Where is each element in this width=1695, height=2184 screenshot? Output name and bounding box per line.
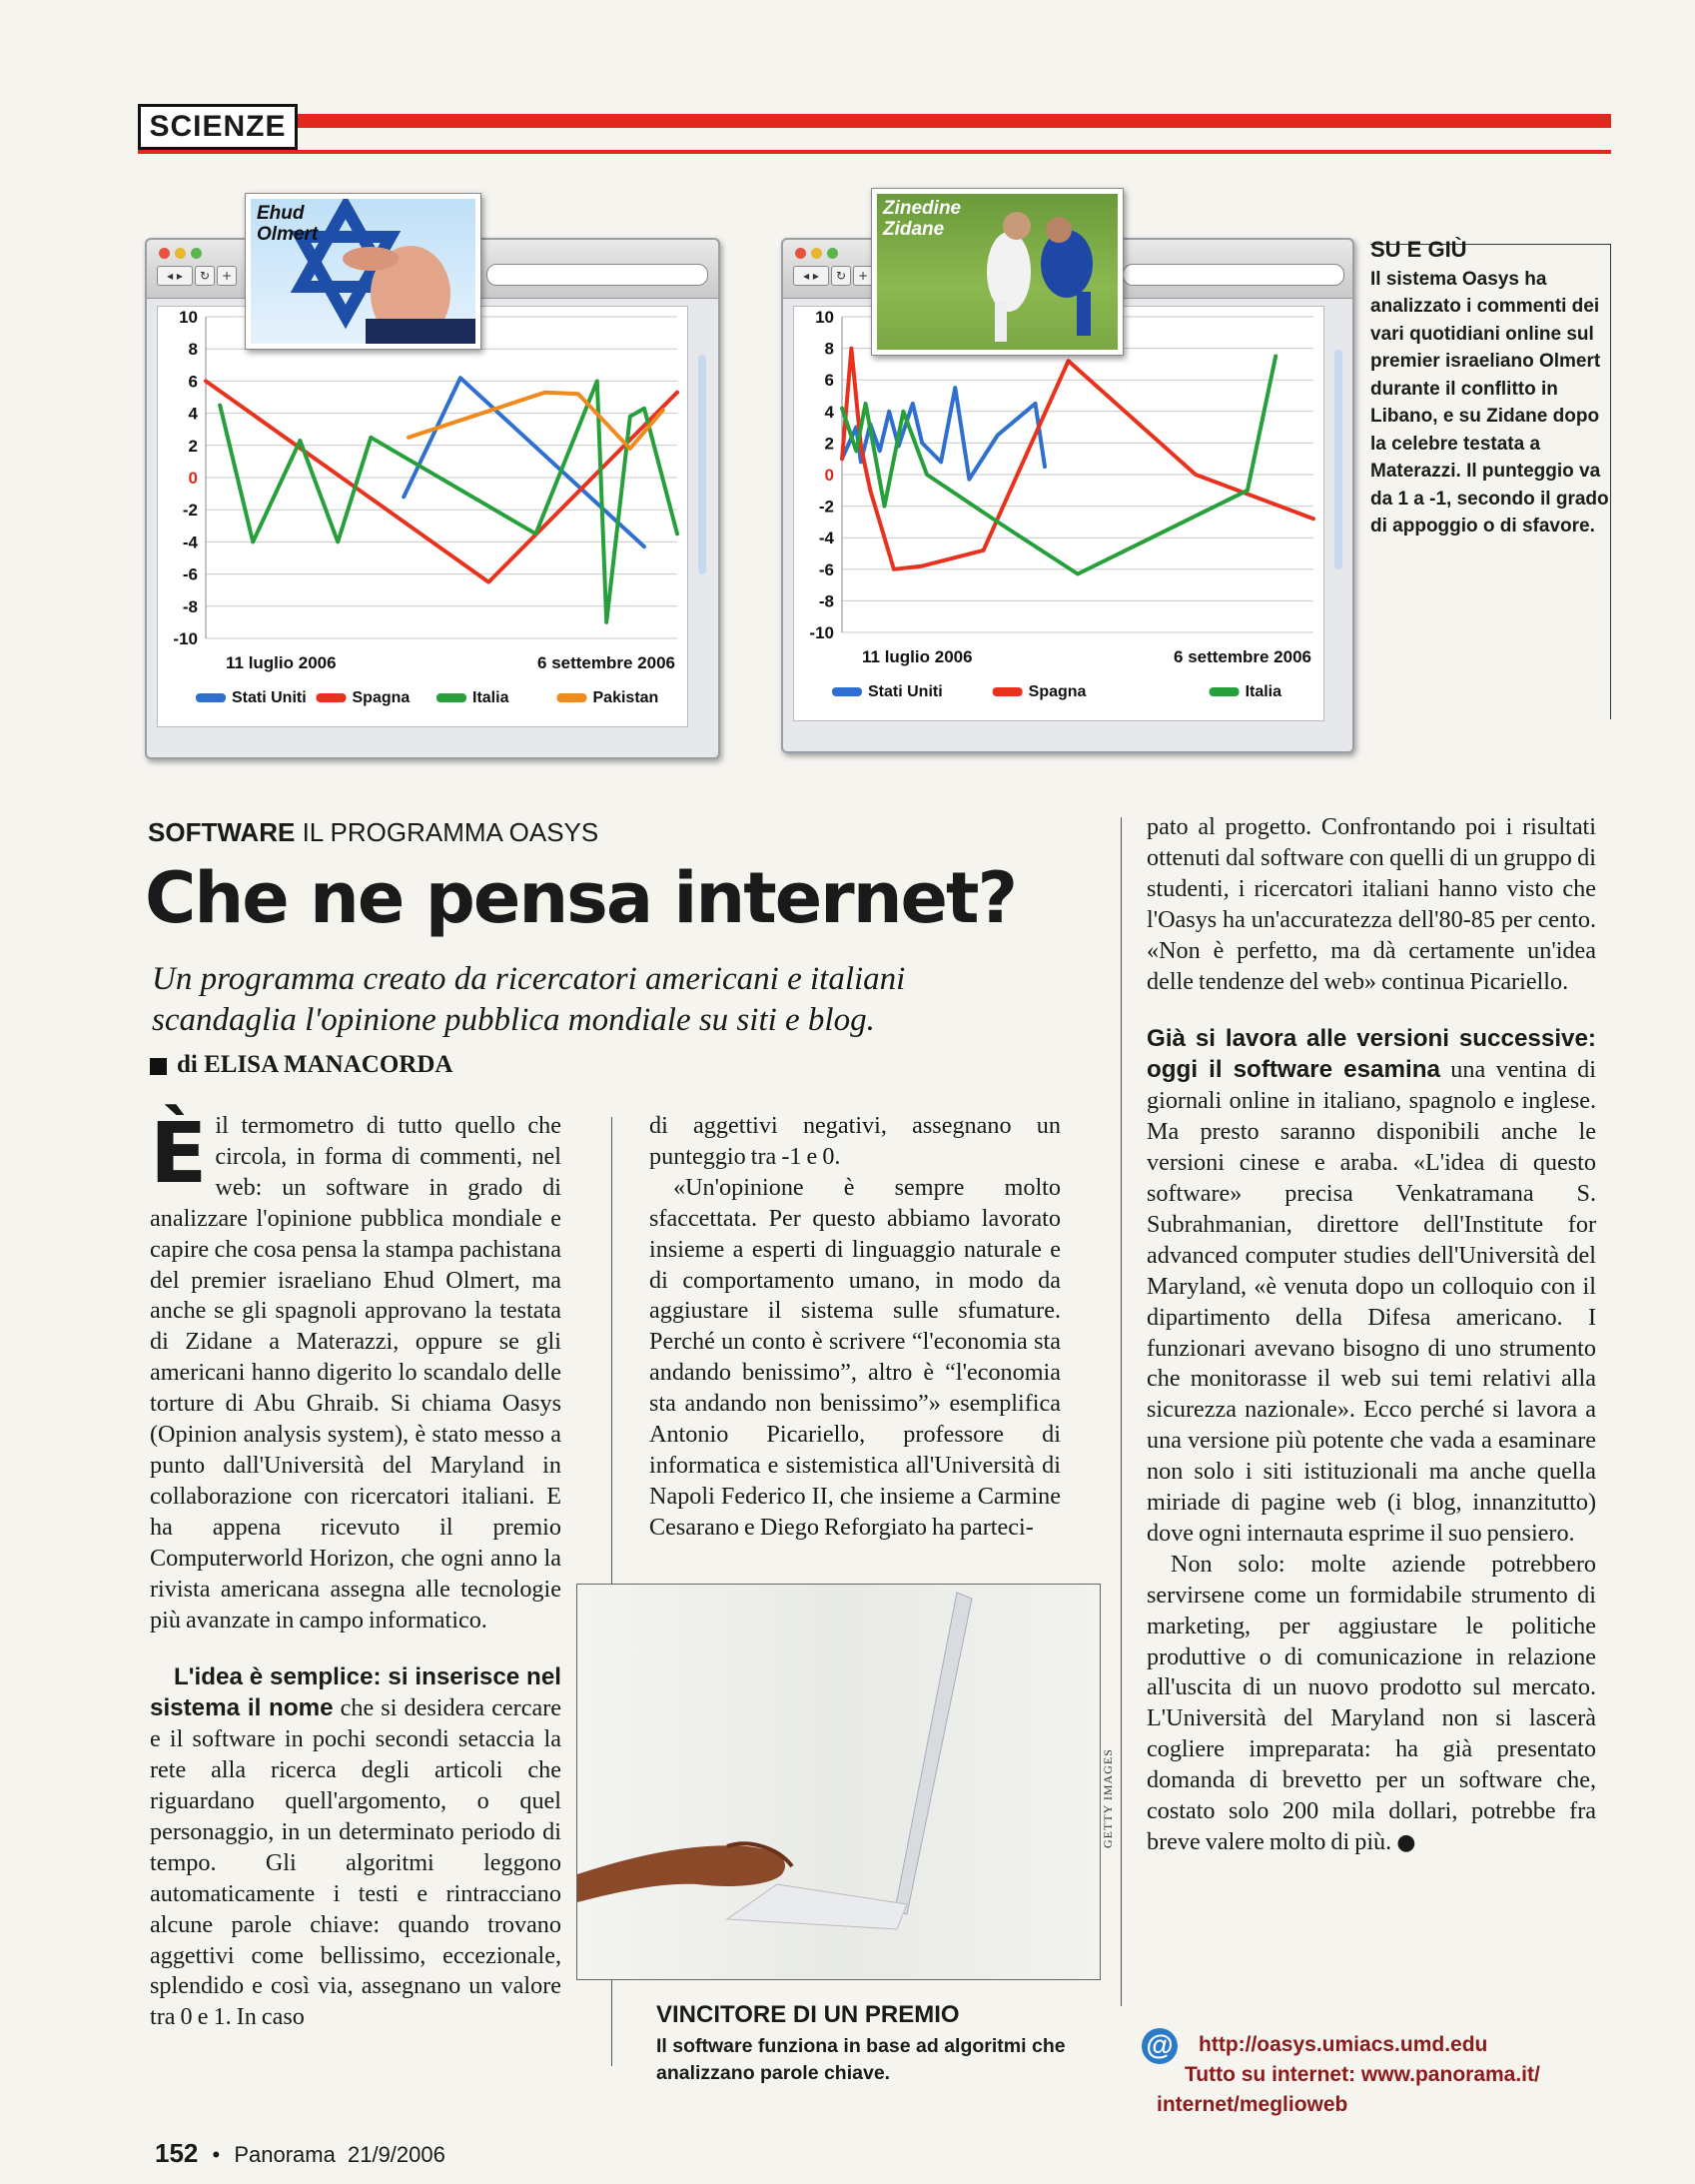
dropcap: È (150, 1104, 208, 1202)
at-sign-icon: @ (1142, 2028, 1178, 2064)
legend-label: Spagna (1028, 683, 1087, 700)
publication-name: Panorama (234, 2142, 336, 2167)
hand-on-laptop-icon (577, 1585, 1100, 1979)
reload-icon: ↻ (195, 266, 215, 286)
legend-swatch (436, 693, 466, 702)
reload-icon: ↻ (831, 266, 851, 286)
y-tick-label: 10 (815, 308, 834, 327)
legend-swatch (1210, 687, 1240, 696)
laptop-photo (576, 1584, 1101, 1980)
legend-swatch (317, 693, 347, 702)
sidebar-title: SU E GIÙ (1370, 237, 1467, 262)
window-close-icon (159, 248, 170, 259)
y-tick-label: -2 (818, 497, 834, 517)
header-red-underline (138, 150, 1611, 154)
olmert-sentiment-chart (158, 307, 687, 726)
photo-credit: GETTY IMAGES (1101, 1748, 1115, 1848)
zidane-photo (871, 188, 1124, 356)
chart-plot-area (793, 306, 1324, 721)
add-icon: + (217, 266, 237, 286)
article-column-2 (649, 1111, 1061, 1544)
x-end-label: 6 settembre 2006 (537, 653, 675, 672)
article-column-3 (1147, 812, 1596, 1859)
paragraph-text: una ventina di giornali online in italiano, spagnolo e inglese. Ma presto saranno disponibili anche le versioni cinese e araba. «L'idea di questo software» precisa Venkatramana S. Subrahmanian, direttore dell'Institute for advanced computer studies dell'Università del Maryland, «è venuta dopo un colloquio con il dipartimento della Difesa americano. I funzionari avevano bisogno di uno strumento che monitorasse il web sui temi relativi alla sicurezza nazionale». Ecco perché si lavora a una versione più potente che vada a esaminare non solo i siti istituzionali ma anche quella miriade di pagine web (i blog, innanzitutto) dove ogni internauta esprime il suo pensiero. (1147, 1056, 1596, 1547)
zidane-sentiment-chart (794, 307, 1323, 720)
y-tick-label: 6 (824, 371, 834, 391)
link-panorama-path[interactable]: internet/meglioweb (1157, 2093, 1348, 2116)
end-mark-icon: ● (1396, 1830, 1416, 1855)
paragraph-text: che si desidera cercare e il software in pochi secondi setaccia la rete alla ricerca degli articoli che riguardano quell'argomento, o quel personaggio, in un determinato periodo di tempo. Gli algoritmi leggono automaticamente i testi e rintracciano alcune parole chiave: quando trovano aggettivi come bellissimo, eccezionale, splendido e così via, assegnano un valore tra 0 e 1. In caso (150, 1694, 561, 2031)
legend-swatch (993, 687, 1023, 696)
body-paragraph: «Un'opinione è sempre molto sfaccettata. Per questo abbiamo lavorato insieme a esperti di linguaggio naturale e di comportamento umano, in modo da aggiustare il sistema sulle sfumature. Perché un conto è scrivere “l'economia sta andando benissimo”, altro è “l'economia sta andando non benissimo”» esemplifica Antonio Picariello, professore di informatica e sistemistica all'Università di Napoli Federico II, che insieme a Carmine Cesarano e Diego Reforgiato ha parteci- (649, 1173, 1061, 1541)
window-minimize-icon (811, 248, 822, 259)
back-forward-icon: ◂ ▸ (157, 266, 193, 286)
page-number: 152 (155, 2138, 199, 2168)
window-zoom-icon (191, 248, 202, 259)
byline (150, 1051, 452, 1079)
legend-label: Stati Uniti (232, 689, 307, 706)
y-tick-label: 2 (824, 434, 834, 454)
olmert-photo (245, 193, 481, 350)
y-tick-label: -10 (173, 629, 198, 648)
photo-caption (656, 2001, 1076, 2087)
y-tick-label: 0 (188, 469, 198, 488)
sidebar-vrule (1610, 244, 1611, 719)
y-tick-label: -10 (809, 623, 834, 642)
y-tick-label: 4 (824, 402, 834, 422)
headline: Che ne pensa internet? (145, 857, 1017, 939)
column-rule (1121, 817, 1122, 2006)
paragraph-lead: L'idea è semplice: si inserisce nel sistema il nome (150, 1663, 561, 1722)
kicker (148, 817, 598, 848)
search-field (1123, 264, 1344, 286)
scrollbar-icon (1334, 350, 1342, 569)
series-line-spagna (842, 349, 1313, 569)
footer-bullet: • (212, 2142, 221, 2167)
y-tick-label: -8 (182, 596, 198, 616)
add-icon: + (853, 266, 873, 286)
y-tick-label: -8 (818, 591, 834, 611)
kicker-rest: IL PROGRAMMA OASYS (302, 817, 599, 847)
photo-label: Zinedine Zidane (883, 198, 962, 240)
window-minimize-icon (175, 248, 186, 259)
sidebar-box (1370, 236, 1610, 541)
byline-text: di ELISA MANACORDA (177, 1051, 453, 1078)
article-column-1 (150, 1104, 561, 2033)
deck: Un programma creato da ricercatori americani e italiani scandaglia l'opinione pubblica mondiale su siti e blog. (152, 961, 906, 1038)
legend-swatch (196, 693, 226, 702)
scrollbar-icon (698, 355, 706, 574)
legend-swatch (832, 687, 862, 696)
legend-label: Italia (472, 689, 509, 706)
chart-plot-area (157, 306, 688, 727)
y-tick-label: 6 (188, 372, 198, 392)
y-tick-label: -6 (182, 564, 198, 584)
series-line-pakistan (409, 393, 663, 449)
search-field (486, 264, 708, 286)
y-tick-label: 8 (824, 339, 834, 359)
body-paragraph (1147, 1024, 1596, 1549)
y-tick-label: 4 (188, 404, 198, 424)
back-forward-icon: ◂ ▸ (793, 266, 829, 286)
link-oasys[interactable]: http://oasys.umiacs.umd.edu (1199, 2033, 1488, 2056)
caption-text: Il software funziona in base ad algoritmi che analizzano parole chiave. (656, 2035, 1066, 2084)
legend-swatch (557, 693, 587, 702)
web-links (1149, 2030, 1540, 2120)
series-line-italia (842, 357, 1275, 574)
publication-date: 21/9/2006 (347, 2142, 445, 2167)
y-tick-label: -2 (182, 501, 198, 521)
y-tick-label: 10 (179, 308, 198, 327)
body-paragraph (150, 1662, 561, 2033)
paragraph-text: Non solo: molte aziende potrebbero servirsene come un formidabile strumento di marketing, per aggiustare le politiche produttive o di comunicazione in relazione all'uscita di un nuovo prodotto sul mercato. L'Università del Maryland non si lascerà cogliere impreparata: ha già presentato domanda di brevetto per un software che, costato solo 200 mila dollari, potrebbe fra breve valere molto di più. (1147, 1550, 1596, 1855)
x-start-label: 11 luglio 2006 (226, 653, 337, 672)
series-line-italia (220, 381, 677, 622)
photo-label: Ehud Olmert (257, 203, 319, 245)
window-zoom-icon (827, 248, 838, 259)
caption-title: VINCITORE DI UN PREMIO (656, 2001, 960, 2028)
body-paragraph: pato al progetto. Confrontando poi i risultati ottenuti dal software con quelli di un gruppo di studenti, i ricercatori italiani hanno visto che l'Oasys ha un'accuratezza dell'80-85 per cento. «Non è perfetto, ma dà certamente un'idea delle tendenze del web» continua Picariello. (1147, 813, 1596, 995)
link-panorama[interactable]: Tutto su internet: www.panorama.it/ (1185, 2063, 1540, 2086)
body-paragraph (150, 1104, 561, 1636)
x-end-label: 6 settembre 2006 (1174, 647, 1311, 666)
legend-label: Pakistan (592, 689, 659, 706)
page-footer (155, 2138, 445, 2169)
y-tick-label: -6 (818, 559, 834, 579)
legend-label: Italia (1245, 683, 1282, 700)
bullet-square-icon (150, 1058, 167, 1075)
header-red-rule (298, 114, 1611, 128)
kicker-bold: SOFTWARE (148, 817, 296, 847)
y-tick-label: -4 (182, 533, 198, 552)
sidebar-text: Il sistema Oasys ha analizzato i commenti dei vari quotidiani online sul premier israeliano Olmert durante il conflitto in Libano, e su Zidane dopo la celebre testata a Materazzi. Il punteggio va da 1 a -1, secondo il grado di appoggio o di sfavore. (1370, 268, 1609, 537)
series-line-spagna (206, 381, 677, 581)
window-close-icon (795, 248, 806, 259)
paragraph-lead: Già si lavora alle versioni successive: oggi il software esamina (1147, 1025, 1596, 1084)
body-paragraph (1147, 1550, 1596, 1859)
section-tag: SCIENZE (138, 104, 298, 150)
paragraph-text: il termometro di tutto quello che circola, in forma di commenti, nel web: un software in grado di analizzare l'opinione pubblica mondiale e capire che cosa pensa la stampa pachistana del premier israeliano Ehud Olmert, ma anche se gli spagnoli approvano la testata di Zidane a Materazzi, oppure se gli americani hanno digerito lo scandalo delle torture di Abu Ghraib. Si chiama Oasys (Opinion analysis system), è stato messo a punto dall'Università del Maryland in collaborazione con ricercatori italiani. E ha appena ricevuto il premio Computerworld Horizon, che ogni anno la rivista americana assegna alle tecnologie più avanzate in campo informatico. (150, 1112, 561, 1634)
y-tick-label: 0 (824, 466, 834, 485)
legend-label: Spagna (352, 689, 411, 706)
x-start-label: 11 luglio 2006 (862, 647, 973, 666)
legend-label: Stati Uniti (868, 683, 943, 700)
body-paragraph: di aggettivi negativi, assegnano un punteggio tra -1 e 0. (649, 1112, 1061, 1170)
y-tick-label: 8 (188, 340, 198, 360)
y-tick-label: 2 (188, 436, 198, 456)
y-tick-label: -4 (818, 529, 834, 548)
